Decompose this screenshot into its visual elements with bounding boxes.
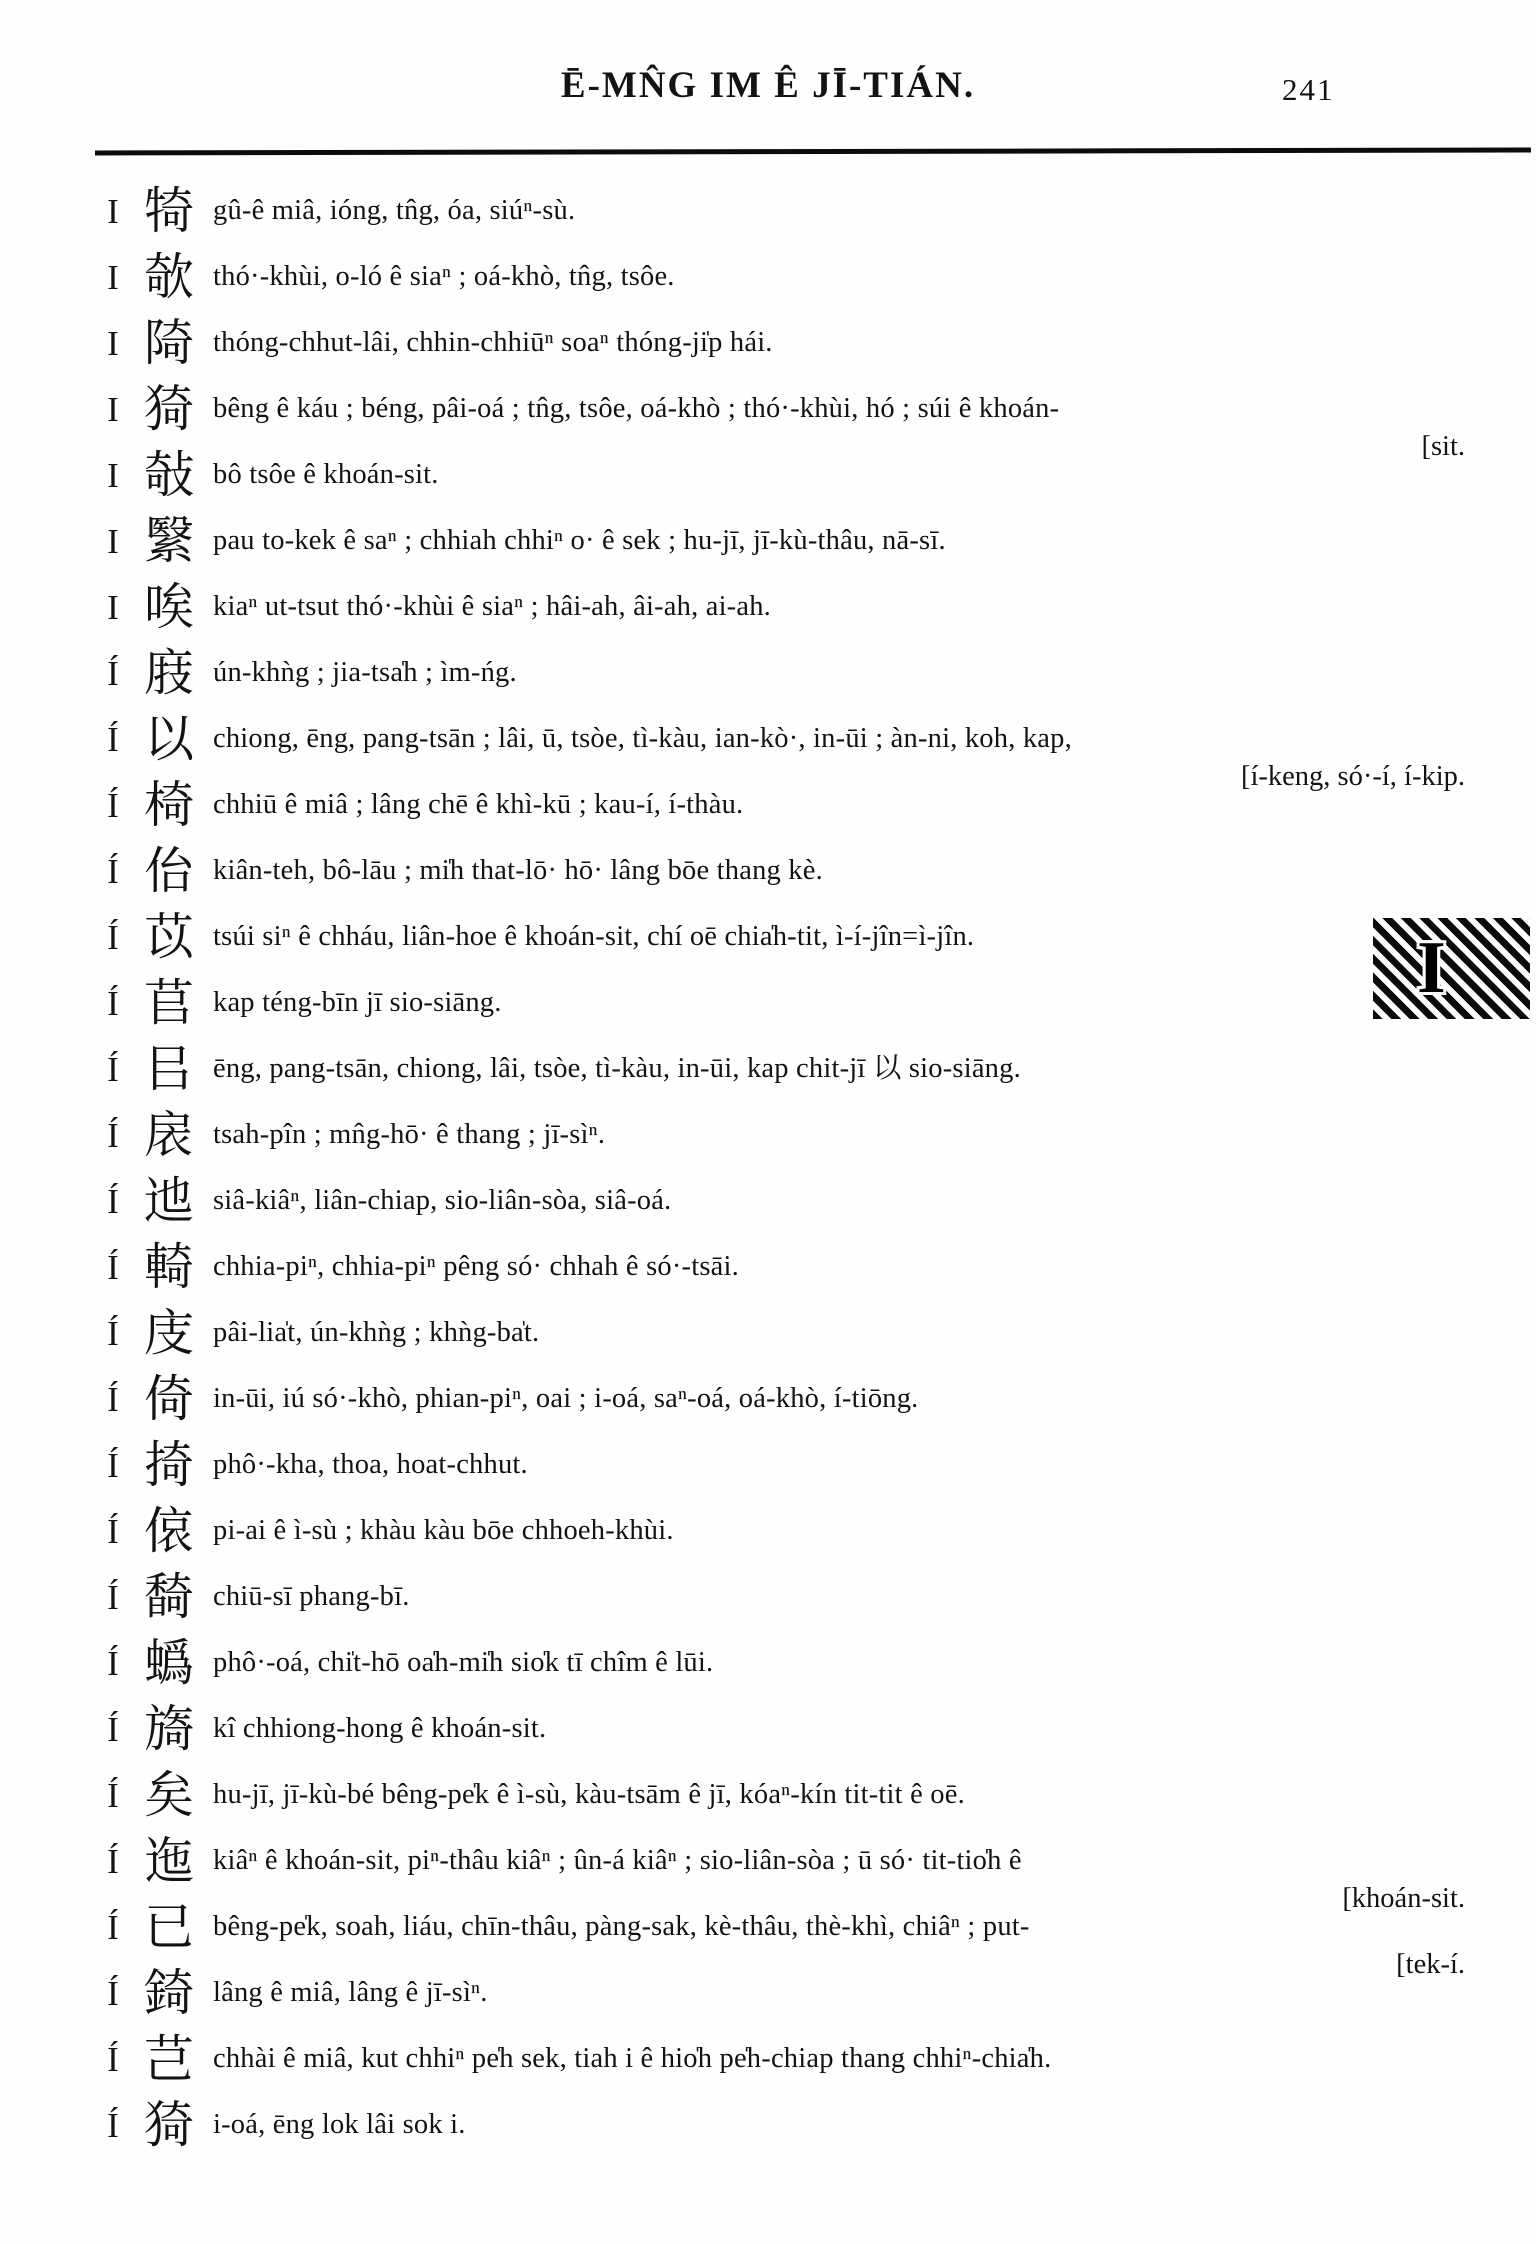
entry-pronunciation: Í xyxy=(107,1973,119,2013)
entry-character: 輢 xyxy=(144,1239,192,1295)
entry-definition: in-ūi, iú só·-khò, phian-piⁿ, oai ; i-oá, saⁿ-oá, oá-khò, í-tiōng. xyxy=(213,1383,919,1415)
entry-definition: i-oá, ēng lok lâi sok i. xyxy=(213,2109,466,2141)
entry-definition: bêng ê káu ; béng, pâi-oá ; tn̂g, tsôe, oá-khò ; thó·-khùi, hó ; súi ê khoán- xyxy=(213,393,1060,425)
entry-character: 以 xyxy=(144,711,192,767)
entry-pronunciation: Í xyxy=(107,653,119,693)
entry-definition: phô·-kha, thoa, hoat-chhut. xyxy=(213,1449,528,1481)
entry-definition: chhia-piⁿ, chhia-piⁿ pêng só· chhah ê só·-tsāi. xyxy=(213,1251,739,1283)
entry-pronunciation: Í xyxy=(107,719,119,759)
entry-definition: kap téng-bīn jī sio-siāng. xyxy=(213,987,502,1019)
dictionary-entry xyxy=(95,1036,1495,1102)
entry-continuation: [sit. xyxy=(1421,431,1465,462)
entry-character: 芑 xyxy=(144,2031,192,2087)
entry-definition: chhài ê miâ, kut chhiⁿ pe̍h sek, tiah i ê hio̍h pe̍h-chiap thang chhiⁿ-chia̍h. xyxy=(213,2043,1052,2075)
entry-definition: tsúi siⁿ ê chháu, liân-hoe ê khoán-sit, chí oē chia̍h-tit, ì-í-jîn=ì-jîn. xyxy=(213,921,975,953)
entry-character: 苢 xyxy=(144,975,192,1031)
entry-definition: chiū-sī phang-bī. xyxy=(213,1581,410,1613)
entry-character: 倚 xyxy=(144,1371,192,1427)
entry-character: 掎 xyxy=(144,1437,192,1493)
entry-definition: ēng, pang-tsān, chiong, lâi, tsòe, tì-kàu, in-ūi, kap chit-jī 以 sio-siāng. xyxy=(213,1053,1021,1085)
dictionary-entry xyxy=(95,244,1495,310)
entry-pronunciation: Í xyxy=(107,2105,119,2145)
entry-definition: bêng-pe̍k, soah, liáu, chīn-thâu, pàng-sak, kè-thâu, thè-khì, chiâⁿ ; put- xyxy=(213,1911,1030,1943)
entry-character: 庋 xyxy=(144,1305,192,1361)
dictionary-entry xyxy=(95,310,1495,376)
entry-pronunciation: Í xyxy=(107,785,119,825)
entry-continuation: [khoán-sit. xyxy=(1342,1883,1465,1914)
dictionary-entry xyxy=(95,1300,1495,1366)
entry-character: 旖 xyxy=(144,1701,192,1757)
entry-pronunciation: Í xyxy=(107,851,119,891)
dictionary-entry xyxy=(95,1630,1495,1696)
entry-character: 錡 xyxy=(144,1965,192,2021)
entry-definition: kî chhiong-hong ê khoán-sit. xyxy=(213,1713,547,1745)
entry-definition: lâng ê miâ, lâng ê jī-sìⁿ. xyxy=(213,1977,488,2009)
page-title: Ē-MN̂G IM Ê JĪ-TIÁN. xyxy=(560,65,976,106)
dictionary-entry xyxy=(95,442,1495,508)
entry-pronunciation: Í xyxy=(107,1511,119,1551)
entry-definition: hu-jī, jī-kù-bé bêng-pe̍k ê ì-sù, kàu-tsām ê jī, kóaⁿ-kín tit-tit ê oē. xyxy=(213,1779,965,1811)
dictionary-entry xyxy=(95,1960,1495,2026)
entry-list xyxy=(95,178,1495,2158)
entry-definition: chhiū ê miâ ; lâng chē ê khì-kū ; kau-í, í-thàu. xyxy=(213,789,744,821)
entry-character: 迆 xyxy=(144,1173,192,1229)
entry-character: 猗 xyxy=(144,2097,192,2153)
entry-character: 椅 xyxy=(144,777,192,833)
entry-definition: ún-khǹg ; jia-tsa̍h ; ìm-ńg. xyxy=(213,657,517,689)
entry-pronunciation: Í xyxy=(107,1709,119,1749)
entry-pronunciation: Í xyxy=(107,1379,119,1419)
entry-character: 迤 xyxy=(144,1833,192,1889)
entry-definition: kiâⁿ ê khoán-sit, piⁿ-thâu kiâⁿ ; ûn-á kiâⁿ ; sio-liân-sòa ; ū só· tit-tio̍h ê xyxy=(213,1845,1022,1877)
dictionary-entry xyxy=(95,1894,1495,1980)
entry-definition: kiaⁿ ut-tsut thó·-khùi ê siaⁿ ; hâi-ah, âi-ah, ai-ah. xyxy=(213,591,772,623)
entry-pronunciation: I xyxy=(107,389,119,429)
entry-definition: kiân-teh, bô-lāu ; mi̍h that-lō· hō· lâng bōe thang kè. xyxy=(213,855,823,887)
entry-character: 佁 xyxy=(144,843,192,899)
entry-pronunciation: Í xyxy=(107,1313,119,1353)
entry-character: 敧 xyxy=(144,447,192,503)
entry-character: 庪 xyxy=(144,645,192,701)
entry-pronunciation: Í xyxy=(107,1049,119,1089)
dictionary-entry xyxy=(95,376,1495,462)
entry-character: 猗 xyxy=(144,381,192,437)
entry-continuation: [í-keng, só·-í, í-kip. xyxy=(1241,761,1465,792)
dictionary-entry xyxy=(95,1234,1495,1300)
dictionary-entry xyxy=(95,1168,1495,1234)
entry-pronunciation: I xyxy=(107,191,119,231)
dictionary-entry xyxy=(95,2092,1495,2158)
entry-character: 扆 xyxy=(144,1107,192,1163)
dictionary-entry xyxy=(95,838,1495,904)
entry-character: 繄 xyxy=(144,513,192,569)
entry-pronunciation: Í xyxy=(107,917,119,957)
dictionary-entry xyxy=(95,1828,1495,1914)
entry-pronunciation: I xyxy=(107,323,119,363)
entry-pronunciation: I xyxy=(107,521,119,561)
entry-character: 䭲 xyxy=(144,1569,192,1625)
entry-character: 已 xyxy=(144,1899,192,1955)
entry-pronunciation: I xyxy=(107,257,119,297)
entry-definition: pâi-lia̍t, ún-khǹg ; khǹg-ba̍t. xyxy=(213,1317,540,1349)
entry-definition: bô tsôe ê khoán-sit. xyxy=(213,459,439,491)
entry-character: 欹 xyxy=(144,249,192,305)
entry-pronunciation: Í xyxy=(107,1643,119,1683)
header-divider xyxy=(95,147,1531,155)
entry-pronunciation: Í xyxy=(107,1775,119,1815)
dictionary-entry xyxy=(95,508,1495,574)
entry-pronunciation: Í xyxy=(107,2039,119,2079)
dictionary-entry xyxy=(95,904,1495,970)
dictionary-entry xyxy=(95,1762,1495,1828)
dictionary-entry xyxy=(95,1564,1495,1630)
dictionary-entry xyxy=(95,640,1495,706)
entry-definition: pi-ai ê ì-sù ; khàu kàu bōe chhoeh-khùi. xyxy=(213,1515,674,1547)
entry-pronunciation: Í xyxy=(107,1577,119,1617)
entry-character: 苡 xyxy=(144,909,192,965)
entry-pronunciation: Í xyxy=(107,1247,119,1287)
entry-pronunciation: Í xyxy=(107,1841,119,1881)
entry-pronunciation: I xyxy=(107,455,119,495)
dictionary-entry xyxy=(95,1366,1495,1432)
dictionary-entry xyxy=(95,2026,1495,2092)
entry-pronunciation: Í xyxy=(107,1115,119,1155)
dictionary-entry xyxy=(95,178,1495,244)
entry-pronunciation: Í xyxy=(107,1445,119,1485)
entry-definition: thóng-chhut-lâi, chhin-chhiūⁿ soaⁿ thóng-ji̍p hái. xyxy=(213,327,773,359)
entry-definition: gû-ê miâ, ióng, tn̂g, óa, siúⁿ-sù. xyxy=(213,195,576,227)
dictionary-entry xyxy=(95,1102,1495,1168)
page-number: 241 xyxy=(1282,72,1335,107)
entry-pronunciation: I xyxy=(107,587,119,627)
dictionary-entry xyxy=(95,1432,1495,1498)
entry-definition: phô·-oá, chi̍t-hō oa̍h-mi̍h sio̍k tī chîm ê lūi. xyxy=(213,1647,714,1679)
entry-definition: pau to-kek ê saⁿ ; chhiah chhiⁿ o· ê sek ; hu-jī, jī-kù-thâu, nā-sī. xyxy=(213,525,946,557)
entry-pronunciation: Í xyxy=(107,1907,119,1947)
dictionary-entry xyxy=(95,706,1495,792)
entry-pronunciation: Í xyxy=(107,1181,119,1221)
entry-character: 矣 xyxy=(144,1767,192,1823)
entry-continuation: [tek-í. xyxy=(1396,1949,1465,1980)
entry-definition: tsah-pîn ; mn̂g-hō· ê thang ; jī-sìⁿ. xyxy=(213,1119,606,1151)
entry-character: 犄 xyxy=(144,183,192,239)
entry-character: 蟡 xyxy=(144,1635,192,1691)
dictionary-entry xyxy=(95,1498,1495,1564)
entry-pronunciation: Í xyxy=(107,983,119,1023)
entry-character: 陭 xyxy=(144,315,192,371)
entry-character: 唉 xyxy=(144,579,192,635)
dictionary-entry xyxy=(95,574,1495,640)
dictionary-entry xyxy=(95,1696,1495,1762)
entry-character: 㠯 xyxy=(144,1041,192,1097)
entry-character: 偯 xyxy=(144,1503,192,1559)
entry-definition: thó·-khùi, o-ló ê siaⁿ ; oá-khò, tn̂g, tsôe. xyxy=(213,261,675,293)
entry-definition: siâ-kiâⁿ, liân-chiap, sio-liân-sòa, siâ-oá. xyxy=(213,1185,672,1217)
thumb-index-tab xyxy=(1373,918,1530,1019)
dictionary-entry xyxy=(95,970,1495,1036)
entry-definition: chiong, ēng, pang-tsān ; lâi, ū, tsòe, tì-kàu, ian-kò·, in-ūi ; àn-ni, koh, kap, xyxy=(213,723,1072,755)
thumb-index-letter: I xyxy=(1417,927,1446,1009)
